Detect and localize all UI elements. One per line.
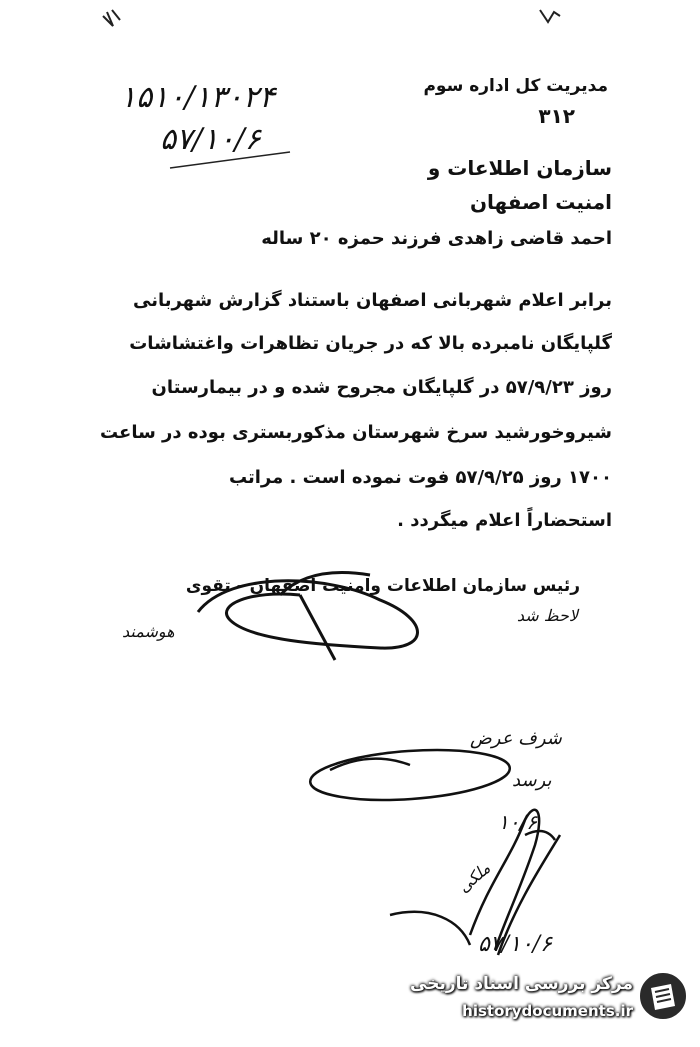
signature-title: رئیس سازمان اطلاعات وامنیت اصفهان - تقوی	[185, 576, 580, 596]
watermark-logo	[410, 968, 691, 1036]
watermark-website: historydocuments.ir	[462, 1002, 633, 1020]
body-line-5: ۱۷۰۰ روز ۵۷/۹/۲۵ فوت نموده است . مراتب	[228, 467, 612, 488]
subject-line: احمد قاضی زاهدی فرزند حمزه ۲۰ ساله	[261, 228, 612, 249]
margin-note-2: برسد	[512, 770, 552, 791]
recipient-line-2: امنیت اصفهان	[469, 190, 612, 214]
reference-date: ۵۷/۱۰/۶	[160, 122, 261, 157]
archive-logo-icon	[637, 970, 689, 1022]
body-line-4: شیروخورشید سرخ شهرستان مذکوربستری بوده در ساعت	[99, 422, 612, 443]
reference-number: ۱۵۱۰/۱۳۰۲۴	[120, 80, 276, 115]
body-line-6: استحضاراً اعلام میگردد .	[397, 510, 612, 531]
margin-note-1: شرف عرض	[470, 728, 562, 749]
handwritten-note-1: لاحظ شد	[516, 606, 578, 625]
office-name: مدیریت کل اداره سوم	[423, 76, 608, 96]
corner-mark-left	[103, 10, 120, 26]
body-line-2: گلپایگان نامبرده بالا که در جریان تظاهرات واغتشاشات	[129, 333, 612, 354]
margin-note-3: ۱۰/۶	[498, 810, 537, 834]
body-line-1: برابر اعلام شهربانی اصفهان باستناد گزارش شهربانی	[132, 290, 612, 311]
body-line-3: روز ۵۷/۹/۲۳ در گلپایگان مجروح شده و در بیمارستان	[151, 377, 612, 398]
recipient-line-1: سازمان اطلاعات و	[427, 156, 612, 180]
office-code: ۳۱۲	[538, 104, 575, 128]
signature-oval-lower	[309, 744, 512, 806]
margin-note-5: ۵۷/۱۰/۶	[478, 932, 552, 957]
margin-note-4: ملکی	[454, 858, 494, 897]
watermark-org-name: مرکز بررسی اسناد تاریخی	[410, 974, 633, 994]
handwritten-note-2: هوشمند	[122, 622, 175, 641]
corner-mark-right	[540, 10, 560, 22]
